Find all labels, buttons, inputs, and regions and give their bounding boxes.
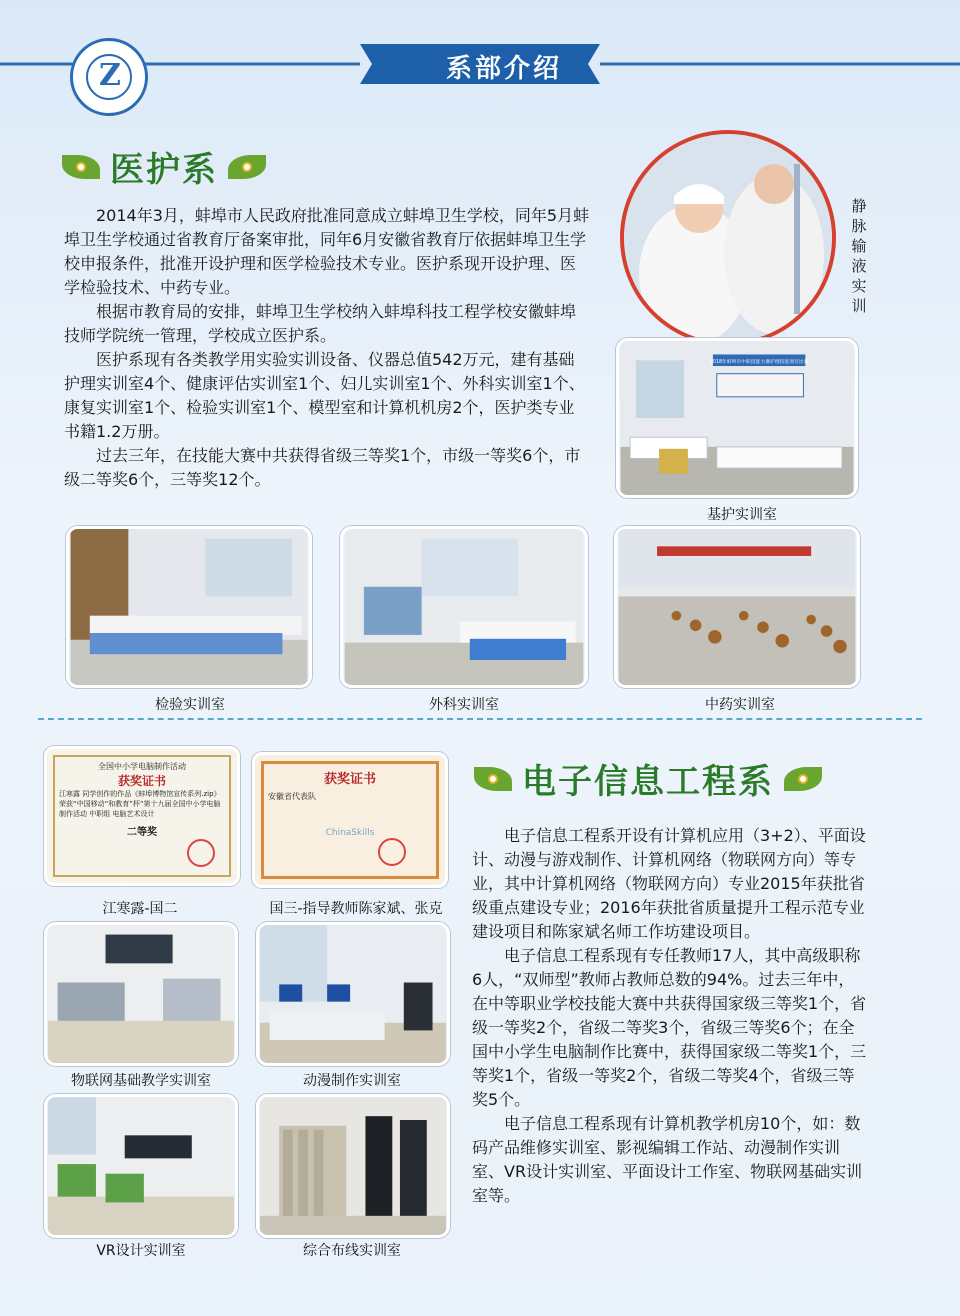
page-header-title: 系部介绍 [445, 54, 562, 84]
animation-room-photo [256, 922, 450, 1066]
seal-icon [187, 839, 215, 867]
seal-icon [378, 838, 406, 866]
leaf-icon [474, 767, 512, 791]
surgery-room-photo [340, 526, 588, 688]
electronics-description [472, 824, 868, 1208]
basic-nursing-photo [616, 338, 858, 498]
vr-room-photo [44, 1094, 238, 1238]
iot-room-caption: 物联网基础教学实训室 [71, 1073, 211, 1089]
section-heading-medical [62, 142, 266, 191]
tcm-room-photo [614, 526, 860, 688]
paragraph: 电子信息工程系现有计算机教学机房10个，如：数码产品维修实训室、影视编辑工作站、动漫制作实训室、VR设计实训室、平面设计工作室、物联网基础实训室等。 [472, 1114, 863, 1205]
leaf-icon [784, 767, 822, 791]
wiring-room-caption: 综合布线实训室 [303, 1243, 401, 1259]
section-title-electronics: 电子信息工程系 [522, 762, 774, 802]
paragraph: 医护系现有各类教学用实验实训设备、仪器总值542万元，建有基础护理实训室4个、健康评估实训室1个、妇儿实训室1个、外科实训室1个、康复实训室1个、检验实训室1个、模型室和计算机机房2个，医护类专业书籍1.2万册。 [64, 350, 585, 441]
iv-training-photo [620, 130, 836, 346]
lab-room-photo [66, 526, 312, 688]
basic-nursing-caption: 基护实训室 [707, 507, 777, 523]
iot-room-photo [44, 922, 238, 1066]
school-logo-mark: Z [99, 58, 121, 93]
iv-training-caption: 静脉输液实训 [851, 197, 867, 315]
paragraph: 电子信息工程系开设有计算机应用（3+2）、平面设计、动漫与游戏制作、计算机网络（物联网方向）等专业，其中计算机网络（物联网方向）专业2015年获批省级重点建设专业；2016年获批省质量提升工程示范专业建设项目和陈家斌名师工作坊建设项目。 [472, 826, 866, 941]
section-title-medical: 医护系 [110, 150, 218, 190]
certificate-2-caption: 国三-指导教师陈家斌、张克 [269, 901, 443, 917]
lab-room-caption: 检验实训室 [155, 697, 225, 713]
cert2-line2: ChinaSkills [325, 828, 375, 838]
section-divider [38, 718, 922, 720]
section-heading-electronics [474, 754, 822, 803]
cert2-line1: 安徽省代表队 [268, 792, 316, 801]
cert1-title: 获奖证书 [117, 774, 166, 788]
paragraph: 2014年3月，蚌埠市人民政府批准同意成立蚌埠卫生学校，同年5月蚌埠卫生学校通过省教育厅备案审批，同年6月安徽省教育厅依据蚌埠卫生学校申报条件，批准开设护理和医学检验技术专业。医护系现开设护理、医学检验技术、中药专业。 [64, 206, 590, 297]
animation-room-caption: 动漫制作实训室 [303, 1073, 401, 1089]
cert1-body: 江寒露 同学创作的作品《蚌埠博物馆宣传系列.zip》荣获“中国移动“和教育”杯”第十九届全国中小学电脑制作活动 中职组 电脑艺术设计 [59, 790, 221, 818]
surgery-room-caption: 外科实训室 [429, 697, 499, 713]
paragraph: 电子信息工程系现有专任教师17人，其中高级职称6人，“双师型”教师占教师总数的94%。过去三年中，在中等职业学校技能大赛中共获得国家级三等奖1个，省级一等奖2个，省级二等奖3个，省级三等奖6个；在全国中小学生电脑制作比赛中，获得国家级二等奖1个，三等奖1个，省级一等奖2个，省级二等奖4个，省级三等奖5个。 [472, 946, 867, 1109]
wiring-room-photo [256, 1094, 450, 1238]
banner-text: 2018年蚌埠市中职技能大赛护理技能项目比赛 [709, 360, 809, 366]
leaf-icon [62, 155, 100, 179]
medical-description [64, 204, 590, 492]
certificate-1-caption: 江寒露-国二 [102, 901, 178, 917]
cert2-title: 获奖证书 [323, 772, 376, 787]
paragraph: 过去三年，在技能大赛中共获得省级三等奖1个，市级一等奖6个，市级二等奖6个，三等奖12个。 [64, 446, 581, 489]
cert1-org: 全国中小学电脑制作活动 [98, 762, 186, 771]
certificate-1-photo [44, 746, 240, 886]
vr-room-caption: VR设计实训室 [96, 1243, 186, 1259]
tcm-room-caption: 中药实训室 [705, 697, 775, 713]
cert1-grade: 二等奖 [127, 827, 157, 838]
paragraph: 根据市教育局的安排，蚌埠卫生学校纳入蚌埠科技工程学校安徽蚌埠技师学院统一管理，学校成立医护系。 [64, 302, 577, 345]
certificate-2-photo [252, 752, 448, 888]
leaf-icon [228, 155, 266, 179]
